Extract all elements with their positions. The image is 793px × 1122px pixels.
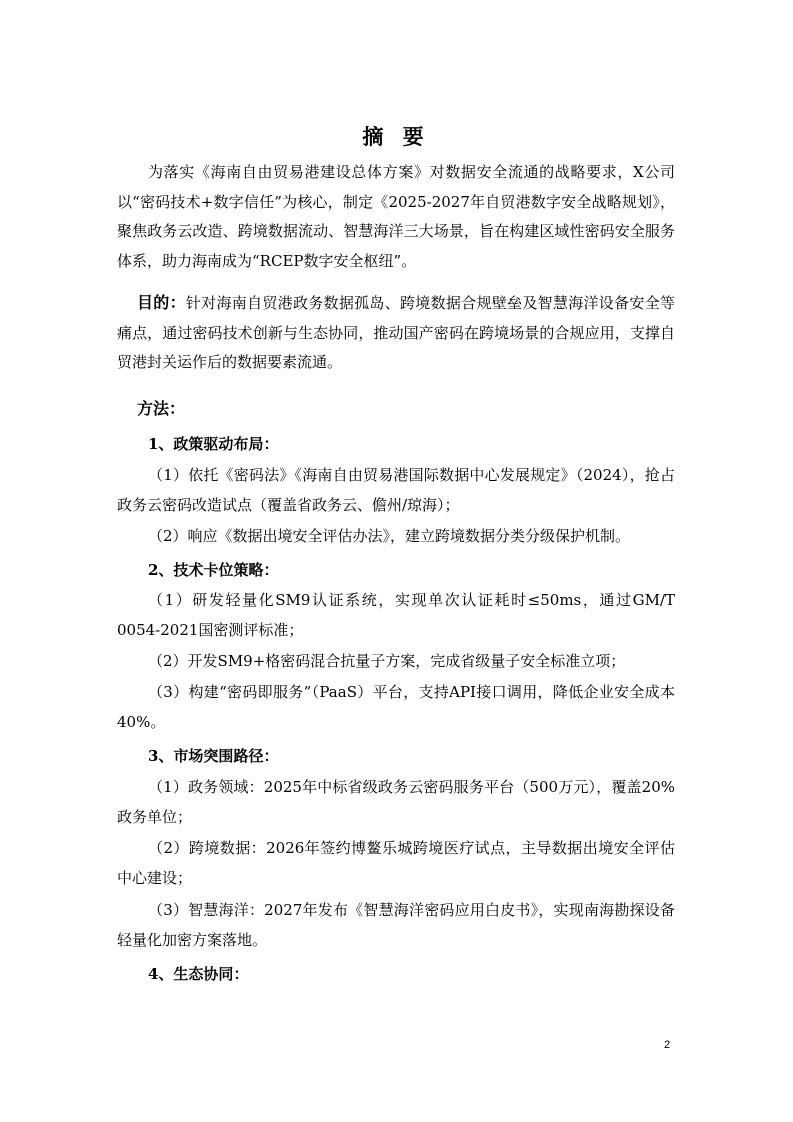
method-label: 方法： (137, 399, 186, 418)
abstract-title: 摘 要 (362, 124, 430, 149)
list-item: （1）研发轻量化SM9认证系统，实现单次认证耗时≤50ms，通过GM/T 0054-2021国密测评标准； (117, 591, 675, 639)
list-item: （1）政务领域：2025年中标省级政务云密码服务平台（500万元），覆盖20%政务单位； (117, 778, 675, 826)
section-heading: 3、市场突围路径： (148, 747, 279, 765)
section-heading: 2、技术卡位策略： (148, 561, 279, 579)
list-item: （2）开发SM9+格密码混合抗量子方案，完成省级量子安全标准立项； (148, 652, 626, 670)
page-number: 2 (664, 1039, 671, 1051)
purpose-text: 针对海南自贸港政务数据孤岛、跨境数据合规壁垒及智慧海洋设备安全等痛点，通过密码技术创新与生态协同，推动国产密码在跨境场景的合规应用，支撑自贸港封关运作后的数据要素流通。 (117, 294, 675, 371)
section-heading: 1、政策驱动布局： (148, 435, 279, 453)
list-item: （2）响应《数据出境安全评估办法》，建立跨境数据分类分级保护机制。 (148, 527, 631, 545)
list-item: （3）智慧海洋：2027年发布《智慧海洋密码应用白皮书》，实现南海勘探设备轻量化加密方案落地。 (117, 901, 675, 949)
list-item: （2）跨境数据：2026年签约博鳌乐城跨境医疗试点，主导数据出境安全评估中心建设； (117, 839, 675, 887)
purpose-paragraph (117, 288, 675, 378)
list-item: （1）依托《密码法》《海南自由贸易港国际数据中心发展规定》（2024），抢占政务云密码改造试点（覆盖省政务云、儋州/琼海）； (117, 466, 675, 514)
list-item: （3）构建“密码即服务”（PaaS）平台，支持API接口调用，降低企业安全成本40%。 (117, 683, 675, 731)
purpose-label: 目的： (137, 293, 186, 312)
section-heading: 4、生态协同： (148, 965, 249, 983)
intro-paragraph: 为落实《海南自由贸易港建设总体方案》对数据安全流通的战略要求，X公司以“密码技术+数字信任”为核心，制定《2025-2027年自贸港数字安全战略规划》，聚焦政务云改造、跨境数据流动、智慧海洋三大场景，旨在构建区域性密码安全服务体系，助力海南成为“RCEP数字安全枢纽”。 (117, 163, 675, 270)
